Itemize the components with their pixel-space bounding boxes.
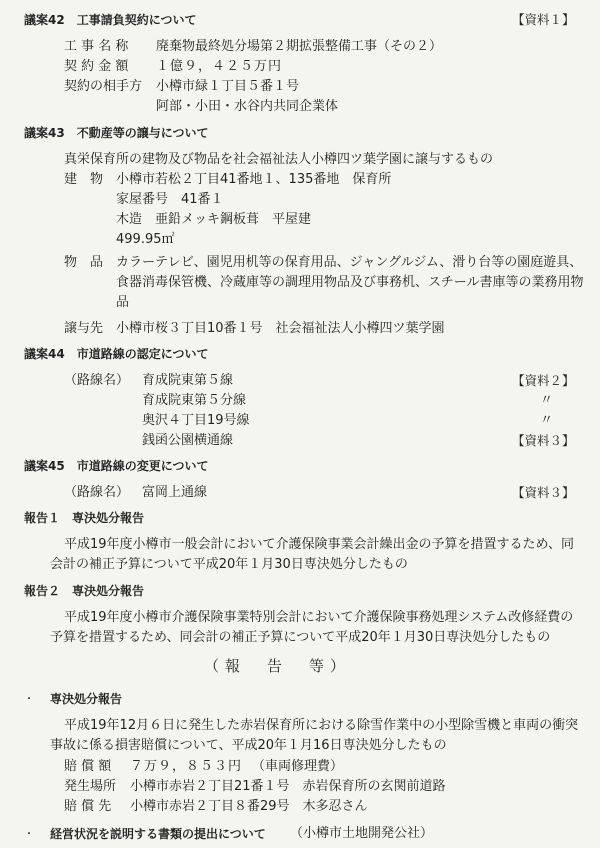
g43-recipient-label: 譲与先 — [64, 321, 104, 336]
b1-heading: 専決処分報告 — [50, 692, 123, 706]
b1-detail-1-label: 賠 償 額 — [64, 759, 112, 774]
rep2-heading: 報告２ 専決処分報告 — [24, 584, 145, 598]
g44-route-3: 奥沢４丁目19号線 — [142, 413, 250, 428]
g43-intro: 真栄保育所の建物及び物品を社会福祉法人小樽四ツ葉学園に譲与するもの — [64, 152, 494, 167]
rep1-heading: 報告１ 専決処分報告 — [24, 511, 145, 525]
rep2-text-2: 予算を措置するため、同会計の補正予算について平成20年１月30日専決処分したもの — [50, 630, 551, 645]
b1-detail-3-value: 小樽市赤岩２丁目８番29号 木多忍さん — [130, 799, 368, 814]
b1-detail-2-value: 小樽市赤岩２丁目21番１号 赤岩保育所の玄関前道路 — [130, 779, 446, 794]
g42-label-1: 工 事 名 称 — [64, 39, 129, 54]
g43-goods-1: カラーテレビ、園児用机等の保育用品、ジャングルジム、滑り台等の園庭遊具、 — [116, 255, 583, 270]
g45-heading: 議案45 市道路線の変更について — [24, 459, 209, 473]
g44-heading: 議案44 市道路線の認定について — [24, 347, 209, 361]
g44-route-2-ref: 〃 — [540, 393, 554, 408]
rep1-text-1: 平成19年度小樽市一般会計において介護保険事業会計繰出金の予算を措置するため、同 — [64, 537, 575, 552]
g44-route-label: （路線名） — [64, 373, 130, 388]
bullet-1-icon: ・ — [24, 694, 34, 705]
g42-value-1: 廃棄物最終処分場第２期拡張整備工事（その２） — [156, 39, 443, 54]
b1-text-1: 平成19年12月６日に発生した赤岩保育所における除雪作業中の小型除雪機と車両の衝突 — [64, 718, 579, 733]
g43-building-2: 家屋番号 41番１ — [116, 192, 224, 207]
g43-goods-label: 物 品 — [64, 255, 104, 270]
b1-detail-1-value: ７万９，８５３円 — [130, 759, 243, 774]
g42-label-3: 契約の相手方 — [64, 79, 143, 94]
g42-value-4: 阿部・小田・水谷内共同企業体 — [156, 99, 339, 114]
g44-route-2: 育成院東第５分線 — [142, 393, 247, 408]
g44-route-1-ref: 【資料２】 — [512, 373, 575, 388]
bullet-2-icon: ・ — [24, 829, 34, 840]
g44-route-3-ref: 〃 — [540, 413, 554, 428]
g42-value-3: 小樽市緑１丁目５番１号 — [156, 79, 300, 94]
g45-route-label: （路線名） — [64, 485, 130, 500]
g42-label-2: 契 約 金 額 — [64, 59, 129, 74]
b1-detail-2-label: 発生場所 — [64, 779, 117, 794]
g44-route-4: 銭函公園横通線 — [142, 433, 234, 448]
g43-goods-3: 品 — [116, 295, 130, 310]
g44-route-1: 育成院東第５線 — [142, 373, 234, 388]
g45-route-1: 富岡上通線 — [142, 485, 208, 500]
g43-building-3: 木造 亜鉛メッキ鋼板葺 平屋建 — [116, 212, 312, 227]
g43-heading: 議案43 不動産等の譲与について — [24, 126, 209, 140]
rep2-text-1: 平成19年度小樽市介護保険事業特別会計において介護保険事務処理システム改修経費の — [64, 610, 574, 625]
g42-ref: 【資料１】 — [512, 12, 575, 27]
b2-note: （小樽市土地開発公社） — [290, 826, 434, 841]
b2-heading: 経営状況を説明する書類の提出について — [50, 827, 266, 841]
g42-heading: 議案42 工事請負契約について — [24, 13, 197, 27]
b1-text-2: 事故に係る損害賠償について、平成20年１月16日専決処分したもの — [50, 738, 447, 753]
g43-building-4: 499.95㎡ — [116, 232, 175, 247]
section-title: （報 告 等） — [204, 657, 352, 675]
g45-route-1-ref: 【資料３】 — [512, 485, 575, 500]
b1-detail-1-note: （車両修理費） — [252, 759, 344, 774]
rep1-text-2: 会計の補正予算について平成20年１月30日専決処分したもの — [50, 557, 408, 572]
g43-building-1: 小樽市若松２丁目41番地１、135番地 保育所 — [116, 172, 392, 187]
g44-route-4-ref: 【資料３】 — [512, 433, 575, 448]
g43-recipient-value: 小樽市桜３丁目10番１号 社会福祉法人小樽四ツ葉学園 — [116, 321, 445, 336]
g42-value-2: １億９，４２５万円 — [156, 59, 283, 74]
g43-goods-2: 食器消毒保管機、冷蔵庫等の調理用物品及び事務机、スチール書庫等の業務用物 — [116, 275, 584, 290]
g43-building-label: 建 物 — [64, 172, 104, 187]
b1-detail-3-label: 賠 償 先 — [64, 799, 112, 814]
